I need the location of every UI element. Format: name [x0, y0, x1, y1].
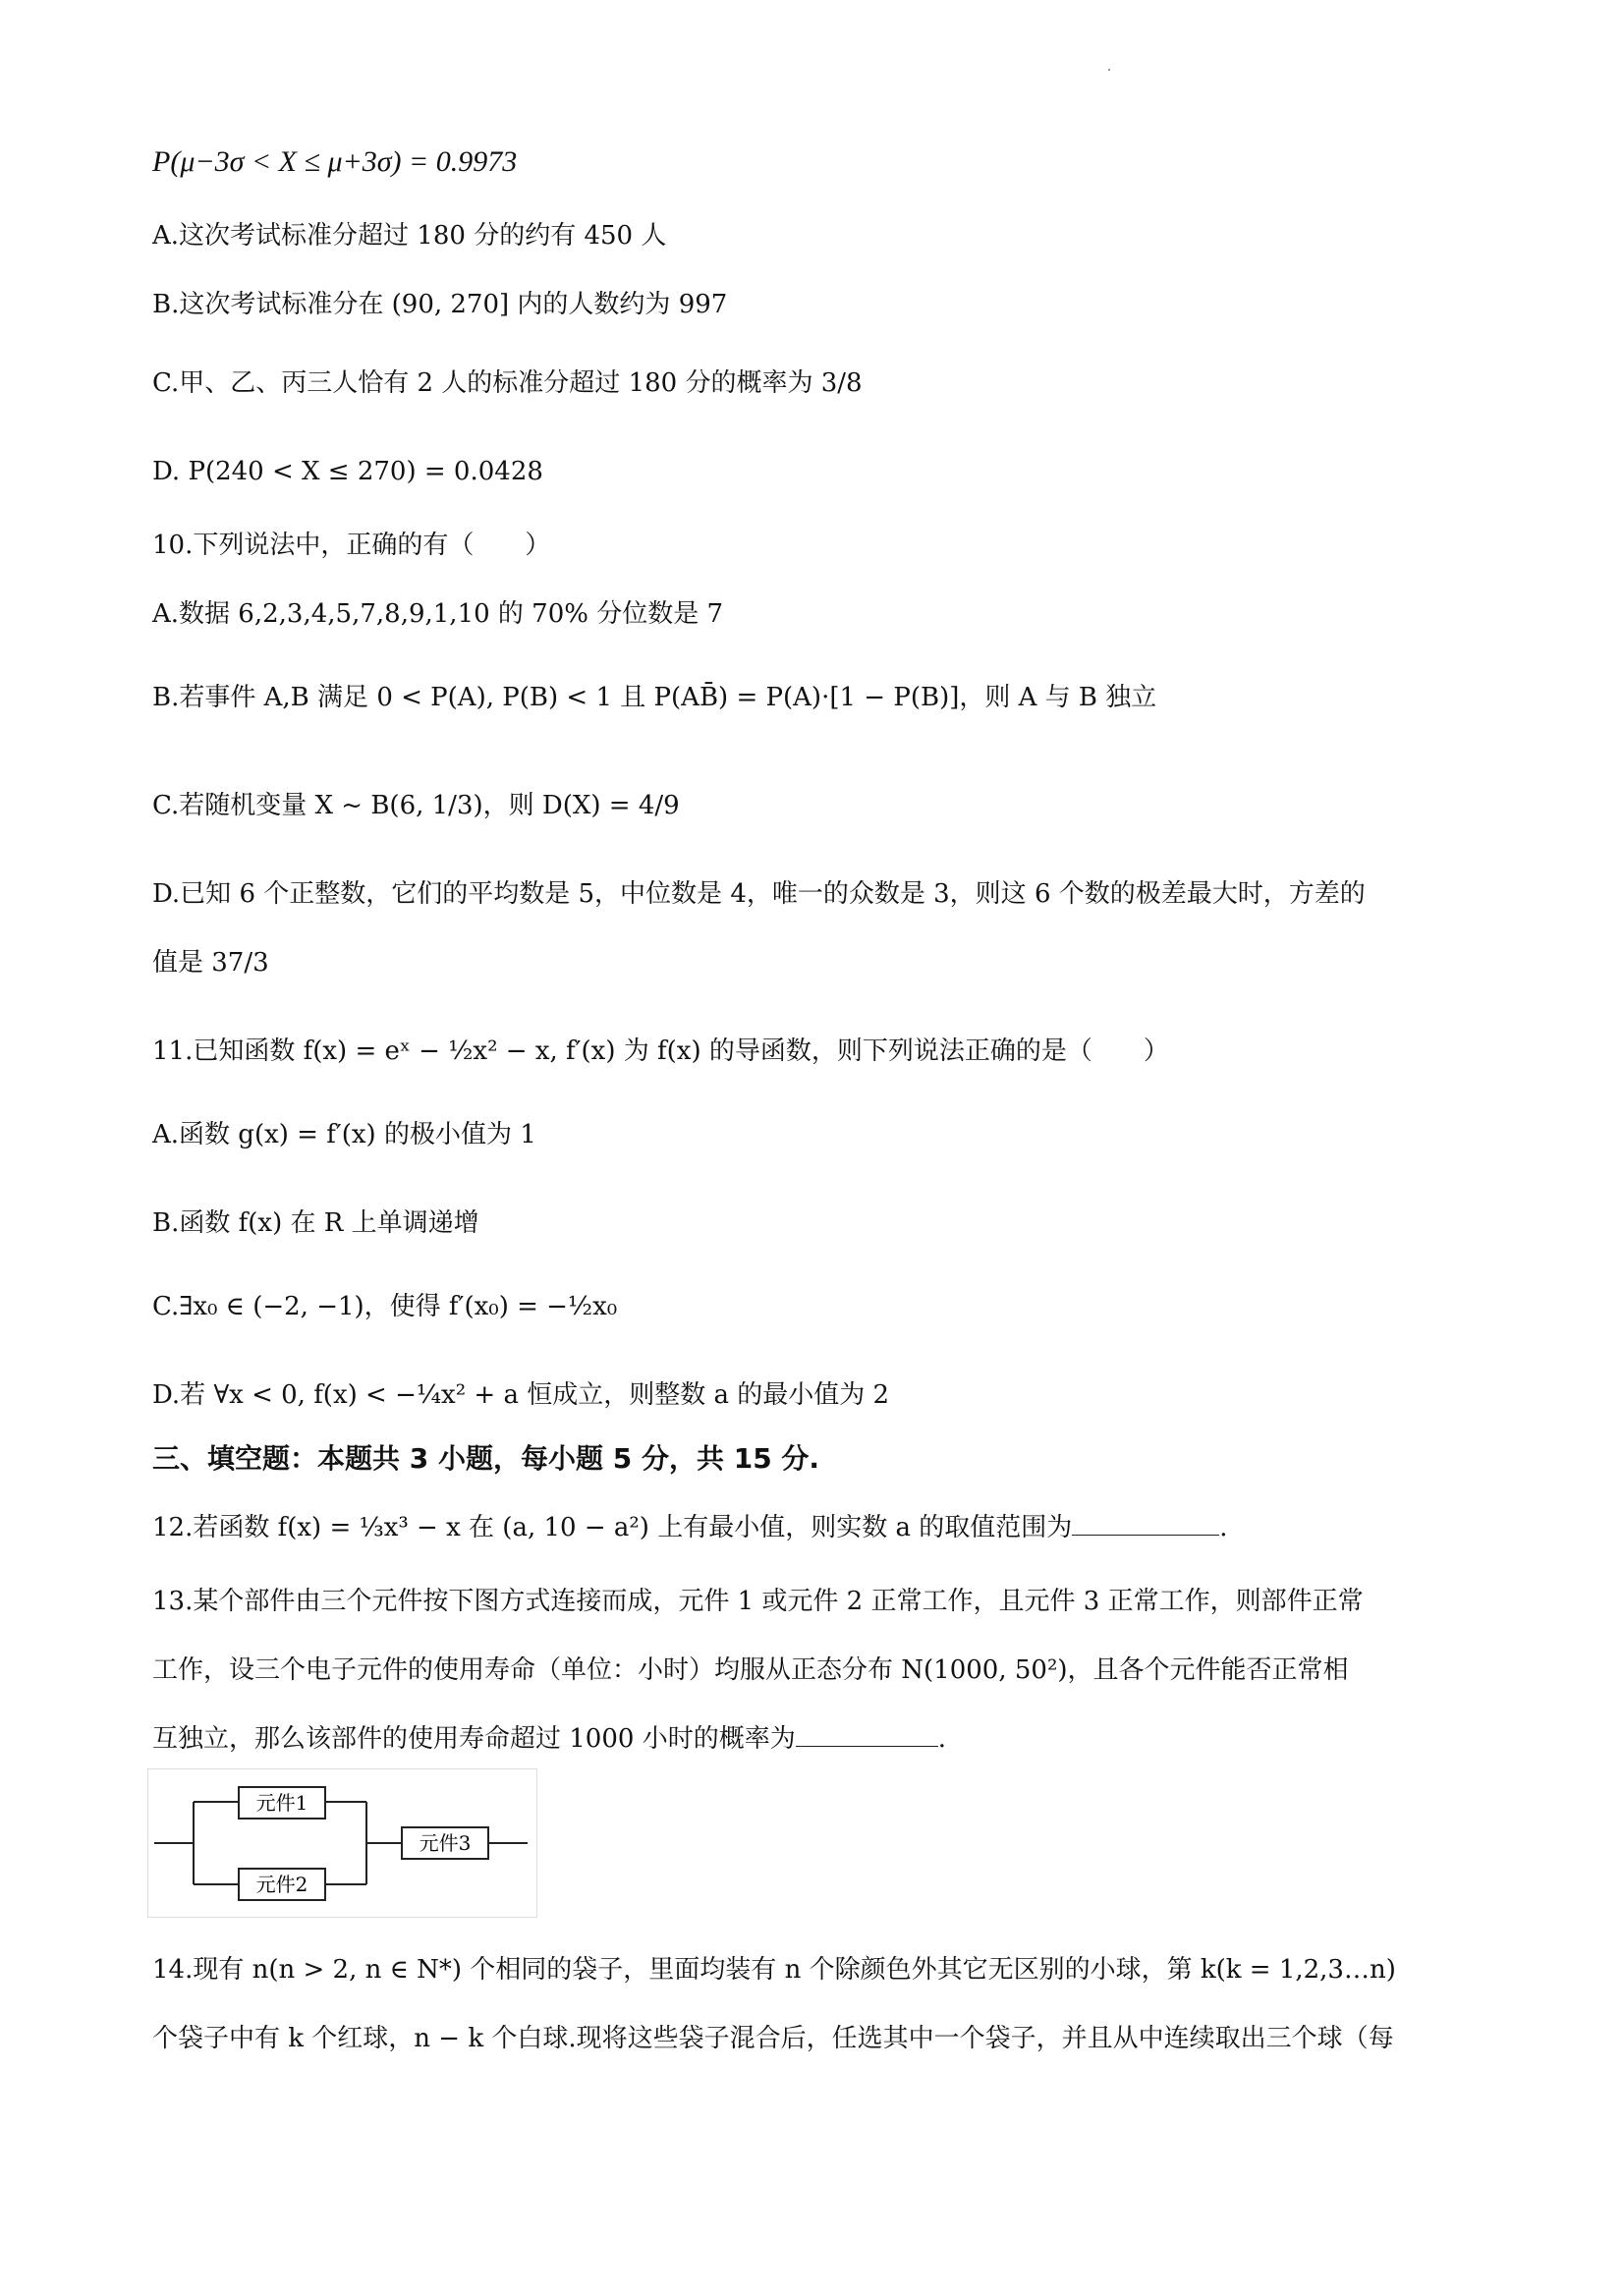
section-heading-fill-in: 三、填空题：本题共 3 小题，每小题 5 分，共 15 分. [152, 1442, 820, 1475]
q9-option-a: A.这次考试标准分超过 180 分的约有 450 人 [152, 221, 667, 251]
q11-stem: 11.已知函数 f(x) = eˣ − ½x² − x, f′(x) 为 f(x) 的导函数，则下列说法正确的是（ ） [152, 1036, 1169, 1066]
q13-line3 [152, 1719, 946, 1759]
q12-stem [152, 1508, 1228, 1547]
q10-option-c: C.若随机变量 X ~ B(6, 1/3)，则 D(X) = 4/9 [152, 791, 680, 820]
q9-option-b: B.这次考试标准分在 (90, 270] 内的人数约为 997 [152, 290, 728, 319]
circuit-diagram [147, 1768, 537, 1918]
q13-text: 互独立，那么该部件的使用寿命超过 1000 小时的概率为 [152, 1724, 796, 1754]
q14-line1: 14.现有 n(n > 2, n ∈ N*) 个相同的袋子，里面均装有 n 个除颜色外其它无区别的小球，第 k(k = 1,2,3…n) [152, 1955, 1396, 1985]
normal-prob-formula: P(μ−3σ < X ≤ μ+3σ) = 0.9973 [152, 145, 518, 178]
q10-option-b: B.若事件 A,B 满足 0 < P(A), P(B) < 1 且 P(AB̄) = P(A)·[1 − P(B)]，则 A 与 B 独立 [152, 683, 1157, 712]
component-3-label: 元件3 [419, 1831, 472, 1855]
component-2-label: 元件2 [255, 1873, 308, 1896]
q12-period: . [1219, 1513, 1228, 1542]
q9-option-c: C.甲、乙、丙三人恰有 2 人的标准分超过 180 分的概率为 3/8 [152, 368, 863, 398]
q10-option-a: A.数据 6,2,3,4,5,7,8,9,1,10 的 70% 分位数是 7 [152, 599, 724, 629]
q12-text: 12.若函数 f(x) = ⅓x³ − x 在 (a, 10 − a²) 上有最小值，则实数 a 的取值范围为 [152, 1513, 1073, 1542]
q11-option-a: A.函数 g(x) = f′(x) 的极小值为 1 [152, 1120, 536, 1149]
q13-line2: 工作，设三个电子元件的使用寿命（单位：小时）均服从正态分布 N(1000, 50²)，且各个元件能否正常相 [152, 1655, 1349, 1685]
q12-answer-blank[interactable] [1072, 1509, 1219, 1536]
q10-stem: 10.下列说法中，正确的有（ ） [152, 531, 551, 560]
q13-period: . [937, 1724, 946, 1754]
q11-option-c: C.∃x₀ ∈ (−2, −1)，使得 f′(x₀) = −½x₀ [152, 1292, 618, 1321]
q10-option-d-line1: D.已知 6 个正整数，它们的平均数是 5，中位数是 4，唯一的众数是 3，则这 6 个数的极差最大时，方差的 [152, 879, 1366, 909]
scan-dot [1108, 69, 1110, 71]
q10-option-d-line2: 值是 37/3 [152, 948, 269, 978]
q9-option-d: D. P(240 < X ≤ 270) = 0.0428 [152, 457, 543, 486]
component-1-label: 元件1 [255, 1791, 308, 1815]
q13-line1: 13.某个部件由三个元件按下图方式连接而成，元件 1 或元件 2 正常工作，且元件 3 正常工作，则部件正常 [152, 1587, 1364, 1616]
q13-answer-blank[interactable] [796, 1720, 938, 1747]
q11-option-b: B.函数 f(x) 在 R 上单调递增 [152, 1208, 479, 1238]
q14-line2: 个袋子中有 k 个红球，n − k 个白球.现将这些袋子混合后，任选其中一个袋子，并且从中连续取出三个球（每 [152, 2024, 1394, 2053]
q11-option-d: D.若 ∀x < 0, f(x) < −¼x² + a 恒成立，则整数 a 的最小值为 2 [152, 1380, 890, 1410]
